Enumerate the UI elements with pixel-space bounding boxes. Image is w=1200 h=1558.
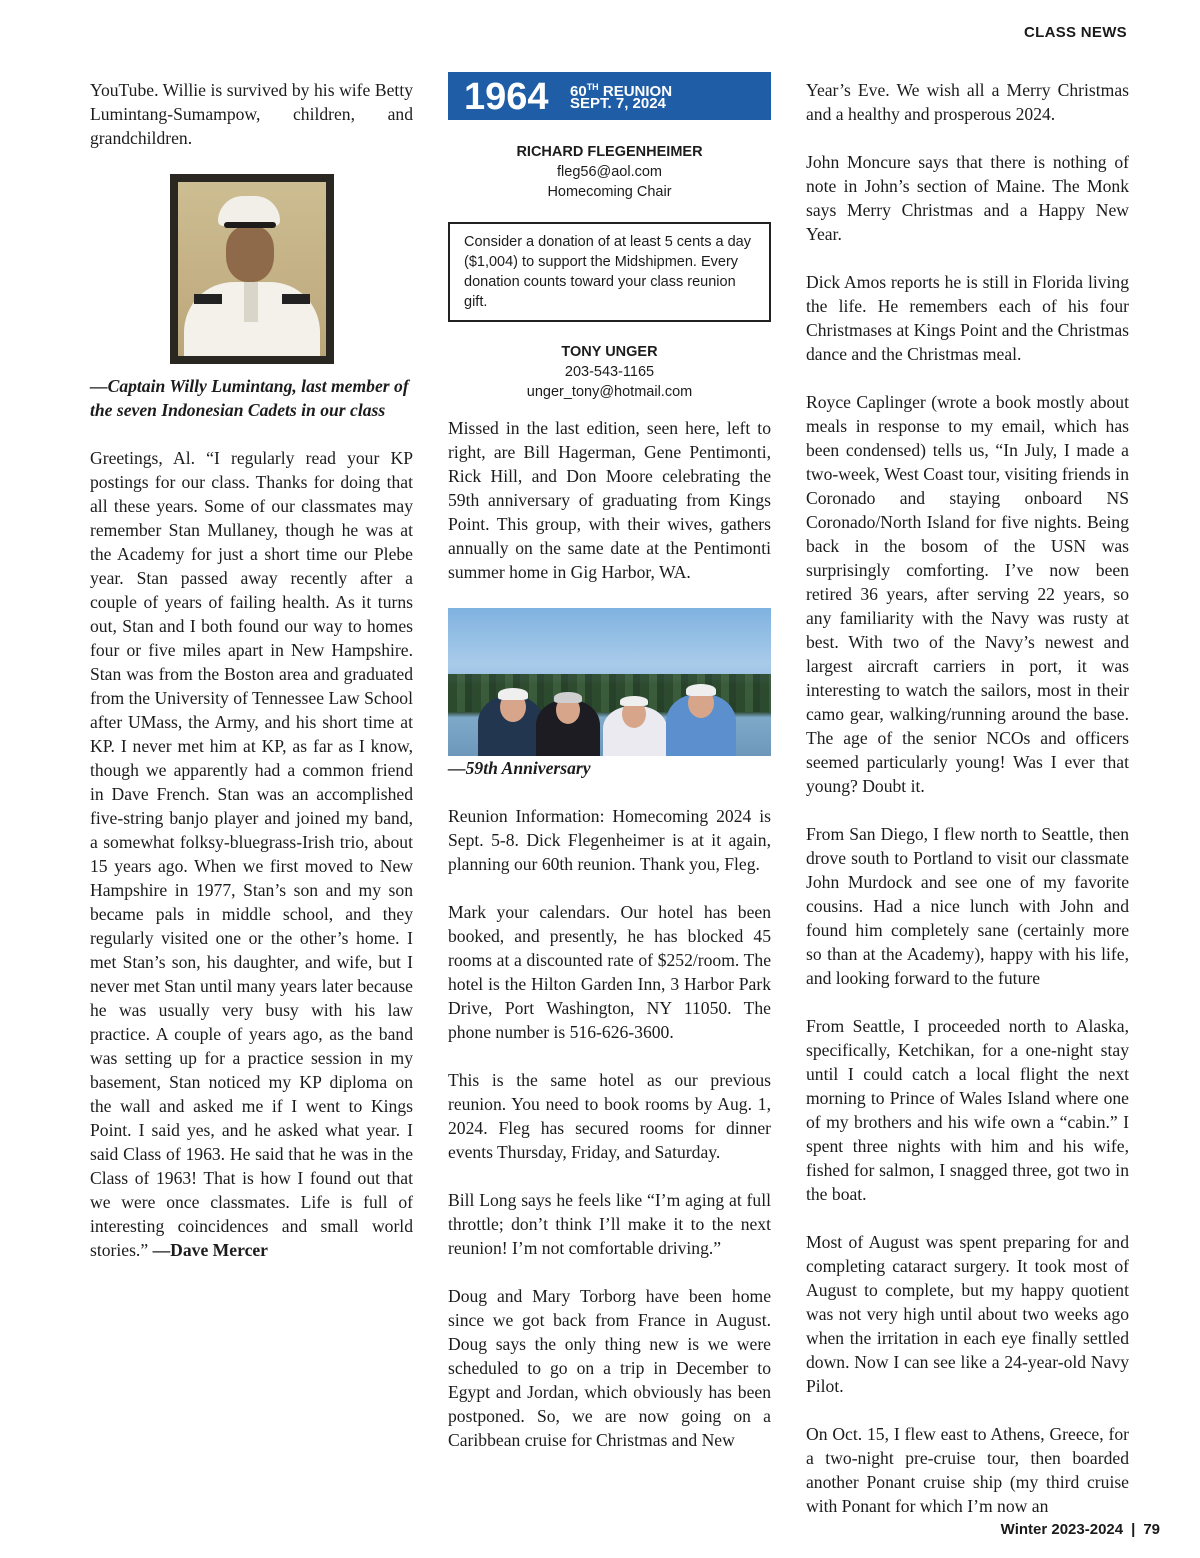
paragraph: Year’s Eve. We wish all a Merry Christmas and a healthy and prosperous 2024. (806, 80, 1129, 124)
paragraph: From San Diego, I flew north to Seattle, then drove south to Portland to visit our classmate John Murdock and see one of my favorite cousins. Had a nice lunch with John and found him completely sane (certainly more so than at the Academy), happy with his life, and looking forward to the future (806, 824, 1129, 988)
contact-block (448, 142, 771, 202)
class-year: 1964 (464, 76, 549, 118)
paragraph: Doug and Mary Torborg have been home since we got back from France in August. Doug says the only thing new is we were scheduled to go on a trip in December to Egypt and Jordan, which obviously has been postponed. So, we are now going on a Caribbean cruise for Christmas and New (448, 1286, 771, 1450)
photo-caption: —Captain Willy Lumintang, last member of the seven Indonesian Cadets in our class (90, 376, 409, 420)
paragraph: Missed in the last edition, seen here, left to right, are Bill Hagerman, Gene Pentimonti, Rick Hill, and Don Moore celebrating the 59th anniversary of graduating from Kings Point. This group, with their wives, gathers annually on the same date at the Pentimonti summer home in Gig Harbor, WA. (448, 418, 771, 582)
issue-label: Winter 2023-2024 (1000, 1521, 1124, 1538)
paragraph: Greetings, Al. “I regularly read your KP postings for our class. Thanks for doing that all these years. Some of our classmates may remember Stan Mullaney, though he was at the Academy for just a short time our Plebe year. Stan passed away recently after a couple of years of failing health. As it turns out, Stan and I both found our way to homes four or five miles apart in New Hampshire. Stan was from the Boston area and graduated from the University of Tennessee Law School after UMass, the Army, and his short time at KP. I never met him at KP, as far as I know, though we apparently had a common friend in Dave French. Stan was an accomplished five-string banjo player and joined my band, a somewhat folksy-bluegrass-Irish trio, about 15 years ago. When we first moved to New Hampshire in 1977, Stan’s son and my son became pals in middle school, and they regularly visited one or the other’s home. I met Stan’s son, his daughter, and wife, but I never met Stan until many years later because he was usually very busy with his law practice. A couple of years ago, as the band was setting up for a practice session in my basement, Stan noticed my KP diploma on the wall and asked me if I went to Kings Point. I said yes, and he asked what year. I said Class of 1963. He said that he was in the Class of 1963! That is how I found out that we were once classmates. Life is full of interesting coincidences and small world stories.” —Dave Mercer (90, 448, 413, 1260)
photo-caption: —59th Anniversary (448, 758, 591, 778)
column-2 (448, 72, 771, 1452)
contact-name: RICHARD FLEGENHEIMER (516, 144, 703, 160)
contact-role: Homecoming Chair (547, 184, 672, 200)
paragraph: Mark your calendars. Our hotel has been booked, and presently, he has blocked 45 rooms at a discounted rate of $252/room. The hotel is the Hilton Garden Inn, 3 Harbor Park Drive, Port Washington, NY 11050. The phone number is 516-626-3600. (448, 902, 771, 1042)
paragraph: Bill Long says he feels like “I’m aging at full throttle; don’t think I’ll make it to the next reunion! I’m not comfortable driving.” (448, 1190, 771, 1258)
contact-phone: 203-543-1165 (564, 364, 655, 380)
group-photo (448, 608, 771, 756)
contact-block (448, 342, 771, 402)
section-label: CLASS NEWS (1023, 24, 1127, 41)
paragraph: Reunion Information: Homecoming 2024 is Sept. 5-8. Dick Flegenheimer is at it again, planning our 60th reunion. Thank you, Fleg. (448, 806, 771, 874)
paragraph: John Moncure says that there is nothing of note in John’s section of Maine. The Monk says Merry Christmas and a Happy New Year. (806, 152, 1129, 244)
page-footer (1001, 1521, 1160, 1538)
column-1 (90, 78, 413, 1262)
signature: —Dave Mercer (152, 1240, 268, 1260)
page-number: 79 (1143, 1521, 1160, 1538)
paragraph: From Seattle, I proceeded north to Alaska, specifically, Ketchikan, for a one-night stay until I could catch a local flight the next morning to Prince of Wales Island where one of my brothers and his wife own a “cabin.” I spent three nights with him and his wife, fished for salmon, I snagged three, got two in the boat. (806, 1016, 1129, 1204)
class-banner (448, 72, 771, 120)
donation-box: Consider a donation of at least 5 cents a day ($1,004) to support the Midshipmen. Every donation counts toward your class reunion gift. (448, 222, 771, 322)
column-3 (806, 78, 1129, 1518)
paragraph: On Oct. 15, I flew east to Athens, Greece, for a two-night pre-cruise tour, then boarded another Ponant cruise ship (my third cruise with Ponant for which I’m now an (806, 1424, 1129, 1516)
reunion-label: 60TH REUNION (570, 82, 673, 100)
footer-separator: | (1131, 1521, 1136, 1538)
paragraph: This is the same hotel as our previous reunion. You need to book rooms by Aug. 1, 2024. Fleg has secured rooms for dinner events Thursday, Friday, and Saturday. (448, 1070, 771, 1162)
contact-email[interactable]: unger_tony@hotmail.com (526, 384, 693, 400)
paragraph: Dick Amos reports he is still in Florida living the life. He remembers each of his four Christmases at Kings Point and the Christmas dance and the Christmas meal. (806, 272, 1129, 364)
paragraph: YouTube. Willie is survived by his wife Betty Lumintang-Sumampow, children, and grandchildren. (90, 80, 413, 148)
paragraph: Royce Caplinger (wrote a book mostly about meals in response to my email, which has been condensed) tells us, “In July, I made a two-week, West Coast tour, visiting friends in Coronado and staying onboard NS Coronado/North Island for five nights. Being back in the bosom of the USN was surprisingly comforting. I’ve now been retired 36 years, after serving 22 years, so any familiarity with the Navy was rusty at best. With two of the Navy’s newest and largest aircraft carriers in port, it was interesting to watch the sailors, most in their camo gear, walking/running around the base. The age of the senior NCOs and officers seemed particularly young! Was I ever that young? Doubt it. (806, 392, 1129, 796)
paragraph: Most of August was spent preparing for and completing cataract surgery. It took most of August to complete, but my happy quotient was not very high until about two weeks ago when the irritation in each eye finally settled down. Now I can see like a 24-year-old Navy Pilot. (806, 1232, 1129, 1396)
reunion-date: SEPT. 7, 2024 (570, 95, 666, 112)
contact-email[interactable]: fleg56@aol.com (557, 164, 662, 180)
portrait-photo (170, 174, 334, 364)
contact-name: TONY UNGER (561, 344, 658, 360)
